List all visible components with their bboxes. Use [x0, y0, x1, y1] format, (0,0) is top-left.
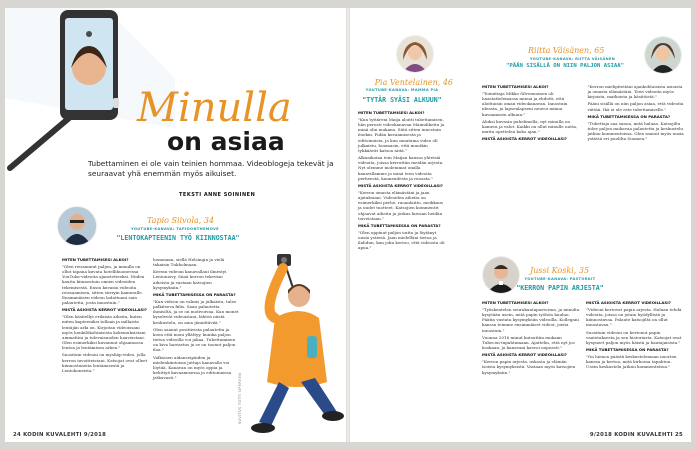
- riitta-column: [482, 84, 685, 254]
- jussi-column-2: [586, 300, 684, 372]
- answer: Valkoisen aidanseipäiden ja mielenkiintoisia juttuja kanavalla voi löytää. Kanavan on myös oppia ja kehittyä kuvaamisessa ja editoinnissa jatkuvasti.": [153, 354, 232, 381]
- answer: "Kerron omasta elämästäni ja jaan ajatuksiani. Videoiden aiheita on esimerkiksi perhe, ruoanlaitto, meikkaus ja uudet tuotteet. Katsojien kommentit ohjaavat aiheita ja joskus kuvaan heidän toiveistaan.": [358, 189, 444, 221]
- answer: "Toimittaja Mikko Silvennoinen oli haastattelemassa minua ja ehdotti, että aloittaisin oman videokanavan. Innostuin ideasta, ja lapsenlapseni neuvoi minua kuvaamisen alkuun.": [482, 91, 568, 117]
- jussi-name: Jussi Koski, 35: [530, 266, 590, 275]
- answer: Aluksi kuvasin puhelimella, nyt minulla on kamera ja valot. Kaikki on ollut minulle uutta, mutta opettelen koko ajan.": [482, 118, 578, 135]
- pia-name: Pia Ventelainen, 46: [374, 78, 453, 87]
- answer: "Kerron papin arjesta, uskosta ja elämän isoista kysymyksistä. Vastaan myös katsojien kysymyksiin.": [482, 359, 576, 375]
- tapio-role: YOUTUBE-KANAVA: TAPIOONTHEMOVE: [131, 227, 219, 231]
- jussi-column-1: [482, 300, 580, 377]
- right-footer: 9/2018 KODIN KUVALEHTI 25: [589, 432, 683, 438]
- q: MIKÄ TUBETTAMISESSA ON PARASTA?: [587, 113, 671, 119]
- q: MITEN TUBETTAMISESI ALKOI?: [482, 84, 549, 89]
- q: MITEN TUBETTAMISESI ALKOI?: [358, 110, 425, 115]
- answer: "Kun tyttäreni Maija aloitti tubettamisen, hän perusti videokanavan Mamuliketta ja minä olin mukana. Siitä sitten innostuin itsekin. Pidän kuvaamisesta ja editoinnista, ja kun muutama video oli julkaistu, huomasin, että muutkin tykkäävät katsoa niitä.": [358, 117, 445, 153]
- q: MITEN TUBETTAMISESI ALKOI?: [62, 257, 129, 262]
- q: MISTÄ ASIOISTA KERROT VIDEOILLASI?: [586, 300, 671, 305]
- q: MISTÄ ASIOISTA KERROT VIDEOILLASI?: [358, 182, 443, 188]
- q: MITEN TUBETTAMISESI ALKOI?: [482, 300, 549, 305]
- q: MIKÄ TUBETTAMISESSA ON PARASTA?: [586, 347, 669, 353]
- answer: "Olen reissannut paljon, ja minulla on ollut tapana kuvata hotellihuoneessa YouTube-videoita ajanvietteeksi. Niiden kautta kiinnostuin omien videoiden tekemisestä. Ensin kuvasin videoita reissaamisen, sitten siirryin kameralle. Ensimmäisen videon ladattuani sain palautetta, josta innostuin.": [62, 264, 145, 306]
- left-column-1: [62, 257, 148, 375]
- answer: Pääni sisällä on niin paljon asiaa, että videoita riittää. Ikä ei ole este tubettamiselle.": [587, 101, 684, 112]
- answer: "Kun videon on valmis ja julkaistu, tulee palkitseva fiilis. Saan palautetta ihmisiltä, ja se on motivoivaa. Kun monet kyselevät videoistani, lähteä niistä keskustelu, on aina jännittävää.": [153, 298, 239, 325]
- left-page: [5, 8, 346, 442]
- answer: "Kerron mielipiteitäni ajankohtaisista asioista ja omasta elämästäni. Teen videoita myös kirjoista, matkoista ja käsitöistä.": [587, 84, 683, 100]
- right-page: [350, 8, 691, 442]
- riitta-photo: [644, 36, 682, 74]
- riitta-name: Riitta Väisänen, 65: [528, 46, 605, 55]
- byline: TEKSTI ANNE SOININEN: [179, 192, 256, 198]
- answer: "Tubettaja saa sanoa, mitä haluaa. Katsojilta tulee paljon mukavaa palautetta ja keskustelu jatkuu kommenteissa. Olen saanut myös uusia ystäviä eri puolilta Suomea.": [587, 120, 684, 142]
- pia-photo: [396, 35, 434, 73]
- tapio-quote: "LENTOKAPTEENIN TYÖ KIINNOSTAA": [116, 234, 240, 242]
- q: MIKÄ TUBETTAMISESSA ON PARASTA?: [153, 291, 236, 297]
- pia-column: [358, 110, 446, 252]
- answer: Vuonna 2016 minut kutsuttiin mukaan Tubecon-tapahtumaan. Ajattelin, että nyt jos koskaan, ja kanavani kasvoi nopeasti.": [482, 334, 575, 351]
- answer: "Olen käsitellyt erilaisia aiheita, kuten miten kapteeniksi tullaan ja millaista lentäjän arki on. Kirjoitan videoissani myös henkilökohtaisista kokemuksistani ammattini ja tulevaisuuden haaveistani. Olen esimerkiksi kuvannut ohjaamossa lentoa ja lentämisen arkea.": [62, 314, 146, 351]
- jussi-quote: "KERRON PAPIN ARJESTA": [516, 284, 604, 292]
- answer: Olen saanut positiivista palautetta ja koen että moni yllättyy, kuinka paljon tietoa videoilla voi jakaa. Tubettaminen on kiva harrastus ja se on tuonut paljon iloa.": [153, 326, 236, 353]
- answer: Suosituin videoni on mysliäp-video, jolla kerron tavoitteistani. Katsojat ovat olleet kiinnostuneita lentämisestä ja Lentokoneista.": [62, 352, 148, 373]
- tapio-photo: [57, 206, 97, 246]
- headline-script: Minulla: [137, 85, 292, 131]
- vlogger-illustration: [227, 244, 346, 442]
- riitta-role: YOUTUBE-KANAVA: RIITTA VÄISÄNEN: [529, 57, 616, 61]
- q: MISTÄ ASIOISTA KERROT VIDEOILLASI?: [62, 307, 147, 313]
- left-footer: 24 KODIN KUVALEHTI 9/2018: [13, 432, 107, 438]
- headline-bold: on asiaa: [167, 127, 285, 156]
- q: MIKÄ TUBETTAMISESSA ON PARASTA?: [358, 222, 441, 228]
- answer: "Työskentelen seurakuntapastorina, ja minulta kysytään usein, mitä papin työhön kuuluu. Päätin vastata kysymyksiin videoilla. Kollegani kanssa teimme ensimmäiset videot, joista innostuin.": [482, 307, 580, 333]
- pia-role: YOUTUBE-KANAVA: MAMMA PIA: [365, 88, 439, 92]
- answer: Kerran videoni kanavallani ilmestyi Lentoniovy. Siinä kerron tekeväni aiheista ja vastaan katsojien kysymyksiin.": [153, 269, 227, 290]
- q: MISTÄ ASIOISTA KERROT VIDEOILLASI?: [482, 352, 567, 358]
- answer: "On hienoa päästä keskustelemaan nuorten kanssa ja kertoa, mitä kirkossa tapahtuu. Usein keskustelu jatkuu kommenteissa.": [586, 354, 677, 370]
- tapio-name: Tapio Siivola, 34: [147, 216, 215, 225]
- answer: Suosituin videoni on kertonut papin vaatetuksesta ja sen historiasta. Katsojat ovat kysyneet paljon myös häistä ja hautajaisista.": [586, 329, 682, 345]
- pia-quote: "TYTÄR SYÄSI ALKUUN": [362, 96, 442, 104]
- answer: "Videoni kertovat papin arjesta. Haluan tehdä videoita, joissa on jotain hyödyllistä ja kiinnostavaa. Palaute katsojilta on ollut innostavaa.": [586, 307, 682, 328]
- answer: "Olen oppinut paljon uutta ja löytänyt uusia ystäviä. Jaan mielelläni tietoa ja ilahdun, kun joku kertoo, että videosta oli apua.": [358, 229, 445, 251]
- answer: Alkuaikoina tein Maijan kanssa yhteisiä videoita, joissa kerrottiin meidän arjesta. Nyt olemme molemmat omilla kanavillamme ja minä teen videoita perheestä, kauneudesta ja ruoasta.": [358, 155, 444, 181]
- jussi-role: YOUTUBE-KANAVA: PASTORKIT: [524, 277, 596, 281]
- answer: hommaan, siellä Helsingin ja vielä takaisin Tukholmaan.: [153, 257, 225, 268]
- intro-text: Tubettaminen ei ole vain teinien hommaa. Videoblogeja tekevät ja seuraavat yhä enemmän myös aikuiset.: [88, 159, 334, 178]
- riitta-quote: "PÄÄN SISÄLLÄ ON NIIN PALJON ASIAA": [506, 63, 624, 69]
- q: MISTÄ ASIOISTA KERROT VIDEOILLASI?: [482, 136, 567, 142]
- illustration-credit: KUVITUS TOTTI OPEREEN: [238, 372, 242, 424]
